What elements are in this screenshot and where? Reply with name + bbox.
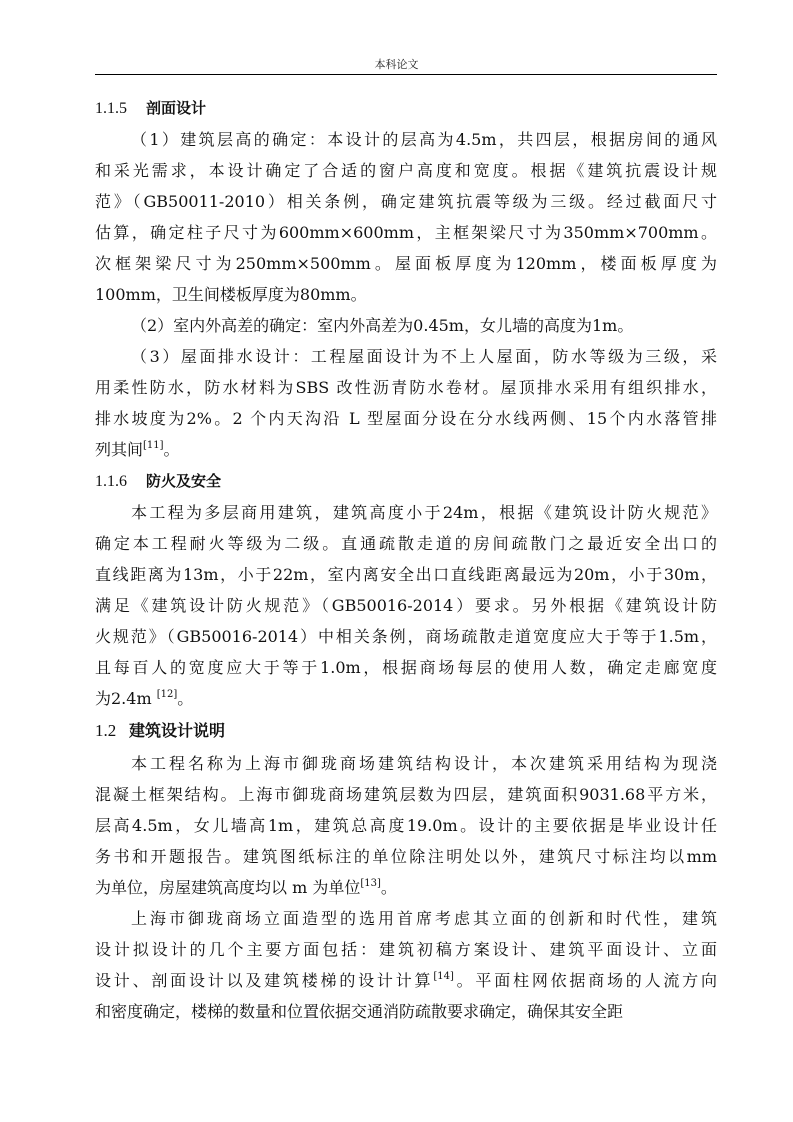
text-line: 直线距离为13m，小于22m，室内离安全出口直线距离最远为20m，小于30m， <box>95 565 717 584</box>
section-heading <box>95 714 717 748</box>
text-line: 用柔性防水，防水材料为SBS 改性沥青防水卷材。屋顶排水采用有组织排水， <box>95 378 717 397</box>
text-line: 务书和开题报告。建筑图纸标注的单位除注明处以外，建筑尺寸标注均以mm <box>95 847 717 866</box>
section-heading <box>95 465 717 497</box>
paragraph <box>95 124 717 310</box>
text-line: 排水坡度为2%。2 个内天沟沿 L 型屋面分设在分水线两侧、15个内水落管排 <box>95 409 717 428</box>
text-line: （3）屋面排水设计：工程屋面设计为不上人屋面，防水等级为三级，采 <box>131 347 717 366</box>
text-line: （1）建筑层高的确定：本设计的层高为4.5m，共四层，根据房间的通风 <box>131 130 717 149</box>
text-line: 设计拟设计的几个主要方面包括：建筑初稿方案设计、建筑平面设计、立面 <box>95 940 717 959</box>
text-line: 且每百人的宽度应大于等于1.0m，根据商场每层的使用人数，确定走廊宽度 <box>95 658 717 677</box>
section-heading <box>95 92 717 124</box>
running-header: 本科论文 <box>374 58 419 71</box>
citation-marker: [11] <box>143 440 164 451</box>
section-number: 1.2 <box>95 721 117 740</box>
text-line: 估算，确定柱子尺寸为600mm×600mm，主框架梁尺寸为350mm×700mm。 <box>95 223 717 242</box>
text-line: 范》（GB50011-2010）相关条例，确定建筑抗震等级为三级。经过截面尺寸 <box>95 192 717 211</box>
text-line: 本工程为多层商用建筑，建筑高度小于24m，根据《建筑设计防火规范》 <box>131 503 717 522</box>
paragraph <box>95 341 717 465</box>
paragraph <box>95 748 717 903</box>
text-line: 为单位，房屋建筑高度均以 m 为单位[13]。 <box>95 878 397 897</box>
text-line: （2）室内外高差的确定：室内外高差为0.45m，女儿墙的高度为1m。 <box>131 316 634 335</box>
citation-marker: [14] <box>433 971 454 982</box>
text-line: 确定本工程耐火等级为二级。直通疏散走道的房间疏散门之最近安全出口的 <box>95 534 717 553</box>
citation-marker: [13] <box>360 878 381 889</box>
text-line: 次框架梁尺寸为250mm×500mm。屋面板厚度为120mm，楼面板厚度为 <box>95 254 717 273</box>
text-line: 本工程名称为上海市御珑商场建筑结构设计，本次建筑采用结构为现浇 <box>131 754 717 773</box>
paragraph <box>95 310 717 341</box>
paragraph <box>95 903 717 1027</box>
header-rule <box>95 74 717 75</box>
text-line: 满足《建筑设计防火规范》（GB50016-2014）要求。另外根据《建筑设计防 <box>95 596 717 615</box>
citation-marker: [12] <box>156 689 178 700</box>
section-title: 建筑设计说明 <box>129 721 226 740</box>
text-line: 和密度确定，楼梯的数量和位置依据交通消防疏散要求确定，确保其安全距 <box>95 1002 624 1021</box>
text-line: 列其间[11]。 <box>95 440 180 459</box>
paragraph <box>95 497 717 714</box>
text-line: 100mm，卫生间楼板厚度为80mm。 <box>95 285 367 304</box>
text-line: 混凝土框架结构。上海市御珑商场建筑层数为四层，建筑面积9031.68平方米， <box>95 785 717 804</box>
section-number: 1.1.5 <box>95 100 127 117</box>
section-number: 1.1.6 <box>95 473 127 490</box>
text-line: 和采光需求，本设计确定了合适的窗户高度和宽度。根据《建筑抗震设计规 <box>95 161 717 180</box>
section-title: 剖面设计 <box>146 99 207 117</box>
page-body <box>95 92 717 1027</box>
text-line: 火规范》（GB50016-2014）中相关条例，商场疏散走道宽度应大于等于1.5m， <box>95 627 717 646</box>
text-line: 为2.4m [12]。 <box>95 689 194 708</box>
text-line: 设计、剖面设计以及建筑楼梯的设计计算[14]。平面柱网依据商场的人流方向 <box>95 971 717 990</box>
section-title: 防火及安全 <box>146 472 222 490</box>
text-line: 层高4.5m，女儿墙高1m，建筑总高度19.0m。设计的主要依据是毕业设计任 <box>95 816 717 835</box>
text-line: 上海市御珑商场立面造型的选用首席考虑其立面的创新和时代性，建筑 <box>131 909 717 928</box>
